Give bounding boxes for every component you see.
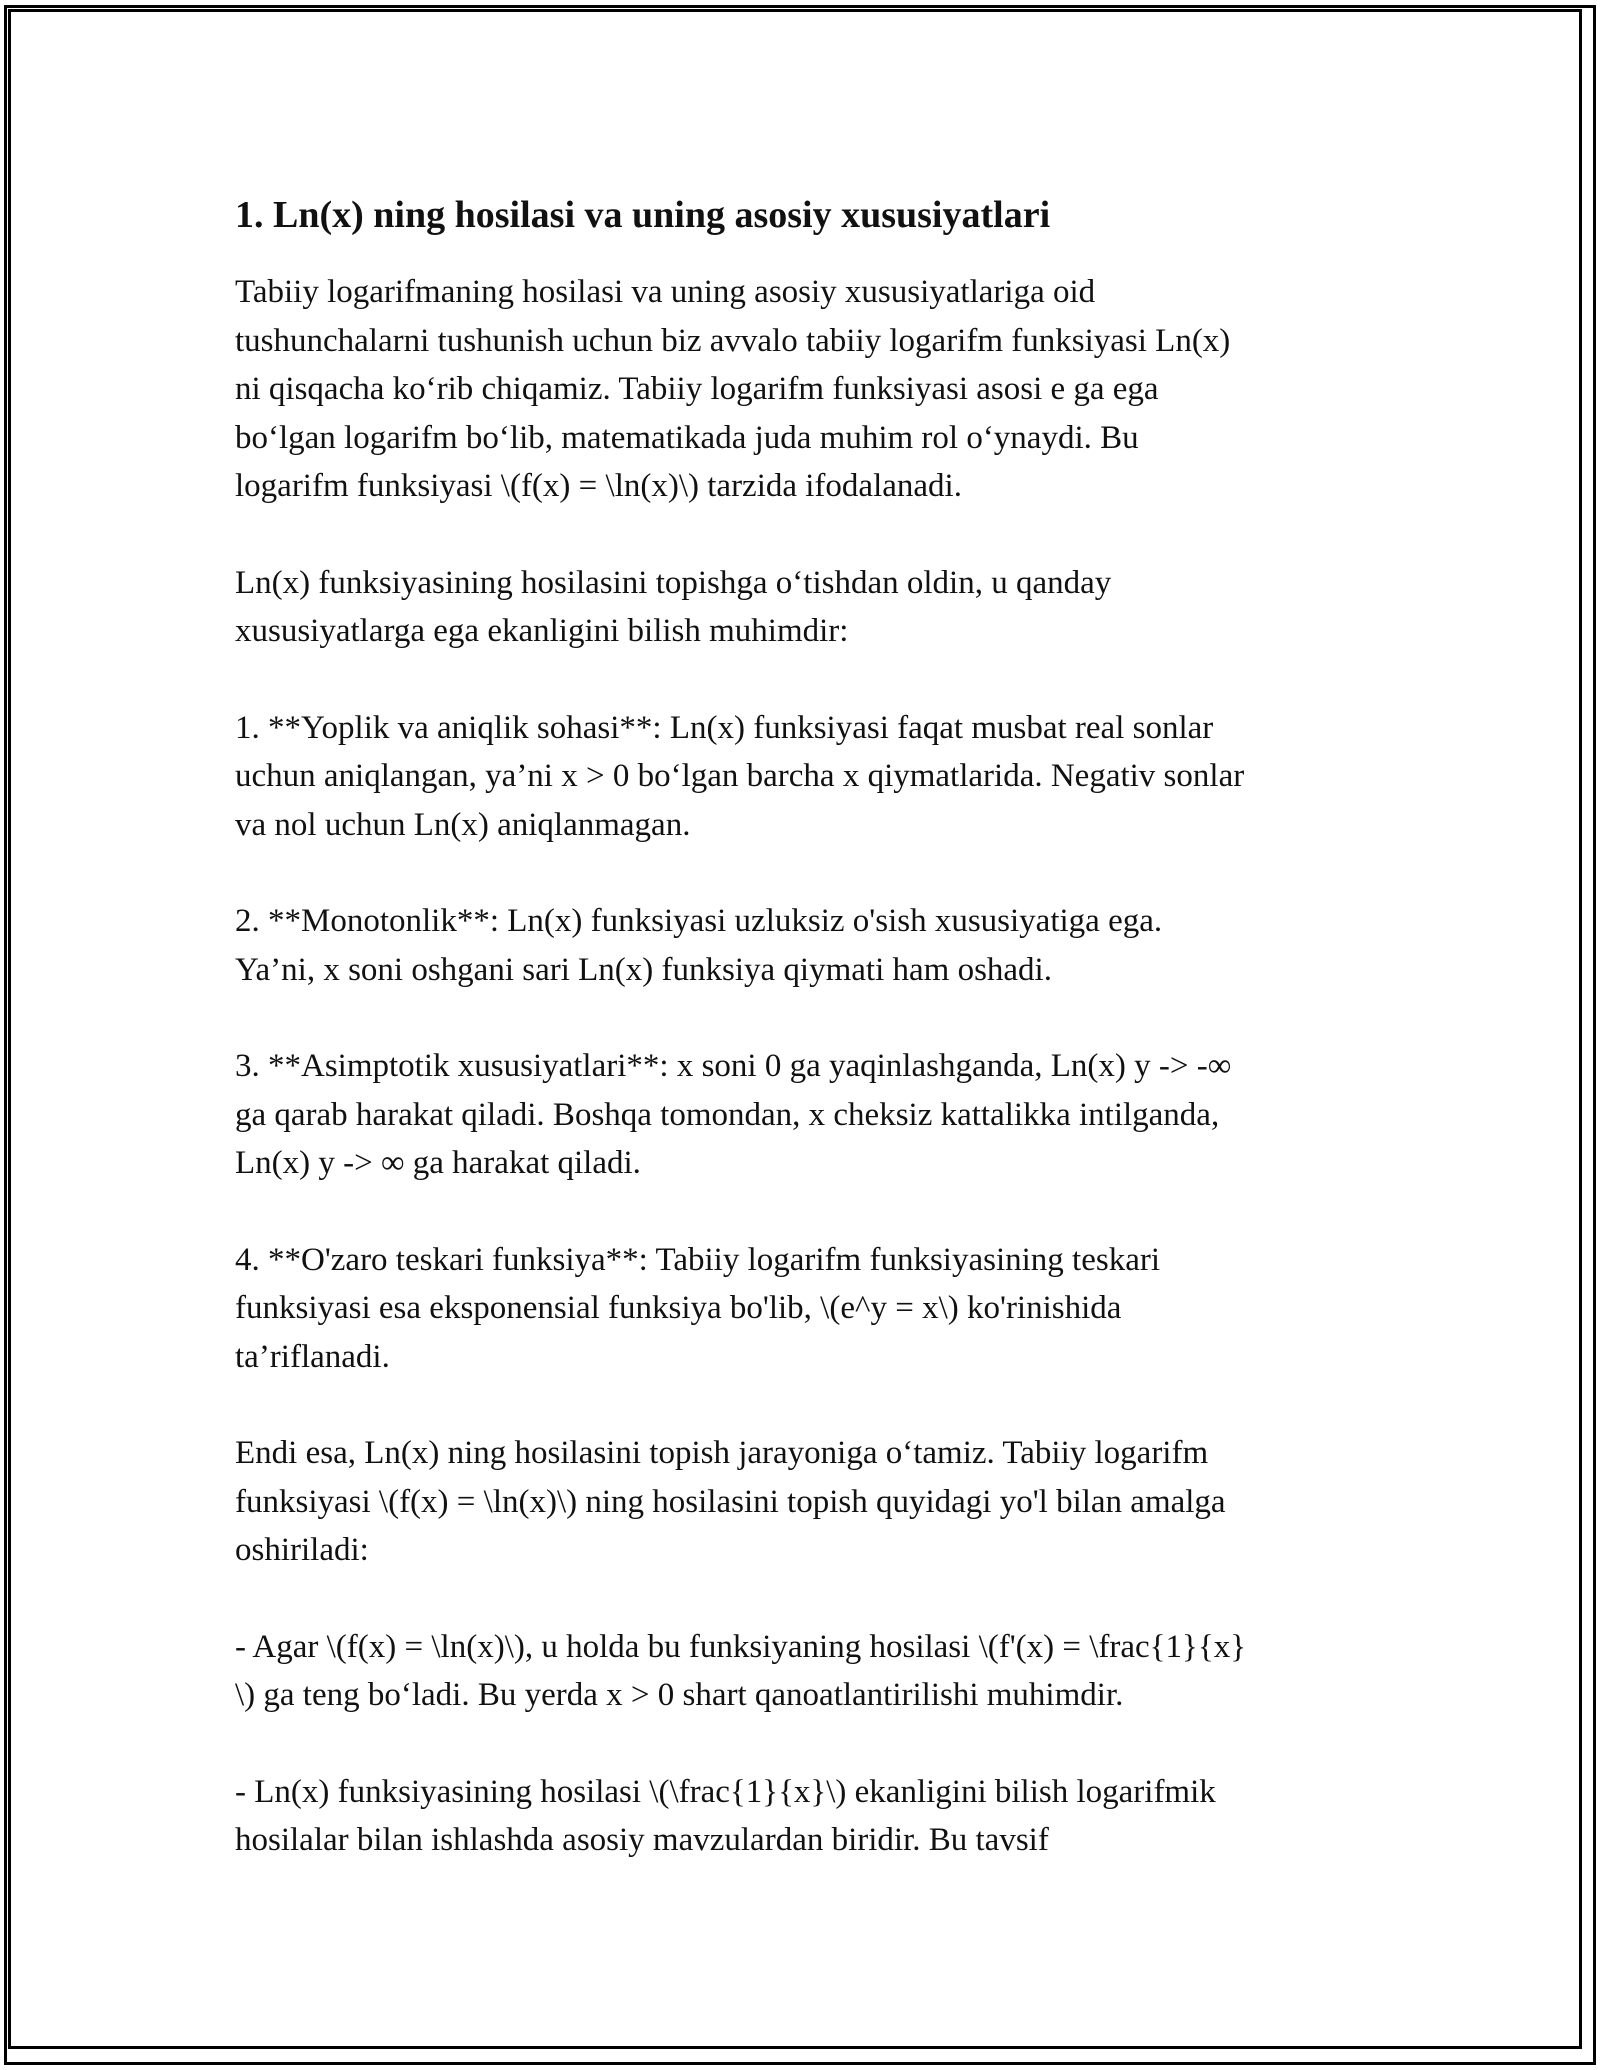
document-body <box>235 190 1375 1913</box>
properties-intro-paragraph: Ln(x) funksiyasining hosilasini topishga o‘tishdan oldin, u qanday xususiyatlarga ega ekanligini bilish muhimdir: <box>235 564 1112 649</box>
derivative-formula-paragraph: - Agar \(f(x) = \ln(x)\), u holda bu funksiyaning hosilasi \(f'(x) = \frac{1}{x} \) ga teng bo‘ladi. Bu yerda x > 0 shart qanoatlantirilishi muhimdir. <box>235 1628 1247 1713</box>
asymptotic-property-paragraph: 3. **Asimptotik xususiyatlari**: x soni 0 ga yaqinlashganda, Ln(x) y -> -∞ ga qarab harakat qiladi. Boshqa tomondan, x cheksiz kattalikka intilganda, Ln(x) y -> ∞ ga harakat qiladi. <box>235 1048 1232 1181</box>
intro-paragraph: Tabiiy logarifmaning hosilasi va uning asosiy xususiyatlariga oid tushunchalarni tushunish uchun biz avvalo tabiiy logarifm funksiyasi Ln(x) ni qisqacha ko‘rib chiqamiz. Tabiiy logarifm funksiyasi asosi e ga ega bo‘lgan logarifm bo‘lib, matematikada juda muhim rol o‘ynaydi. Bu logarifm funksiyasi \(f(x) = \ln(x)\) tarzida ifodalanadi. <box>235 274 1231 504</box>
domain-property-paragraph: 1. **Yoplik va aniqlik sohasi**: Ln(x) funksiyasi faqat musbat real sonlar uchun aniqlangan, ya’ni x > 0 bo‘lgan barcha x qiymatlarida. Negativ sonlar va nol uchun Ln(x) aniqlanmagan. <box>235 709 1245 843</box>
monotonicity-property-paragraph: 2. **Monotonlik**: Ln(x) funksiyasi uzluksiz o'sish xususiyatiga ega. Ya’ni, x soni oshgani sari Ln(x) funksiya qiymati ham oshadi. <box>235 903 1163 988</box>
derivative-intro-paragraph: Endi esa, Ln(x) ning hosilasini topish jarayoniga o‘tamiz. Tabiiy logarifm funksiyasi \(f(x) = \ln(x)\) ning hosilasini topish quyidagi yo'l bilan amalga oshiriladi: <box>235 1435 1226 1568</box>
section-heading: 1. Ln(x) ning hosilasi va uning asosiy xususiyatlari <box>235 194 1051 236</box>
derivative-summary-paragraph: - Ln(x) funksiyasining hosilasi \(\frac{1}{x}\) ekanligini bilish logarifmik hosilalar bilan ishlashda asosiy mavzulardan biridir. Bu tavsif <box>235 1773 1216 1858</box>
inverse-function-paragraph: 4. **O'zaro teskari funksiya**: Tabiiy logarifm funksiyasining teskari funksiyasi esa eksponensial funksiya bo'lib, \(e^y = x\) ko'rinishida ta’riflanadi. <box>235 1241 1160 1375</box>
